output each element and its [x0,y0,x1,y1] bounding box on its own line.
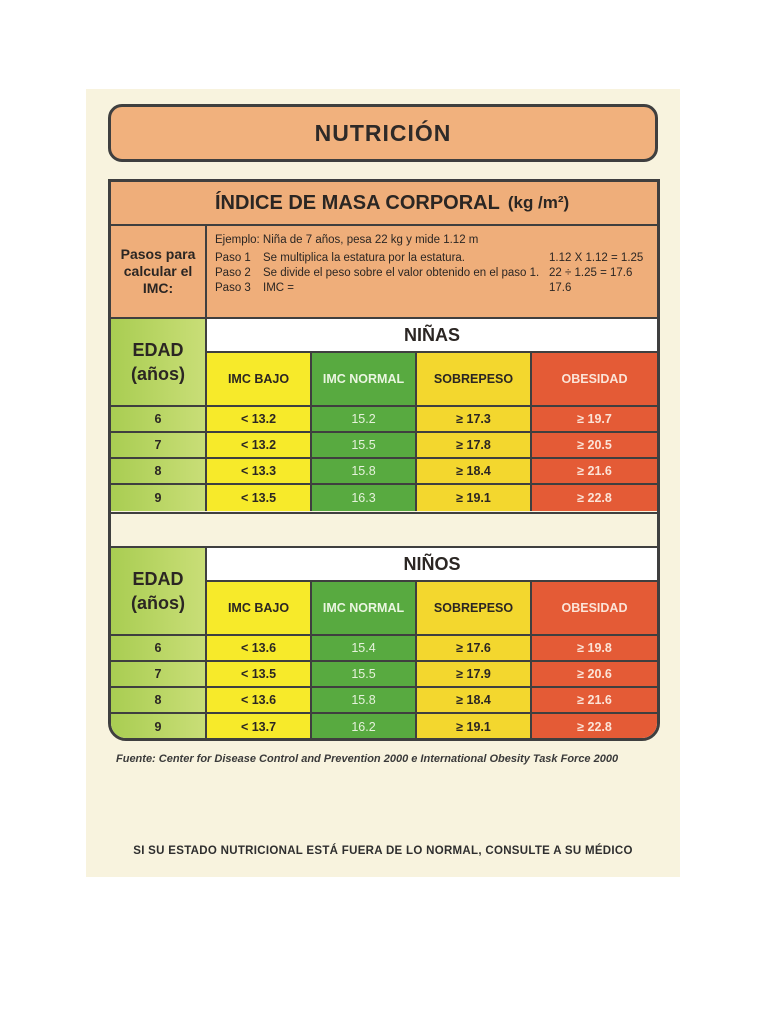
sobrepeso-cell: ≥ 17.9 [417,662,532,686]
sobrepeso-cell: ≥ 17.6 [417,636,532,660]
table-row [111,485,657,511]
category-obesidad: OBESIDAD [532,353,657,405]
girls-title: NIÑAS [207,319,657,353]
edad-unit: (años) [131,593,185,613]
step-number: Paso 3 [215,281,251,294]
obesidad-cell: ≥ 22.8 [532,485,657,511]
obesidad-cell: ≥ 21.6 [532,688,657,712]
category-header-row [207,582,657,636]
imc-normal-cell: 15.2 [312,407,417,431]
edad-header [111,548,207,636]
imc-normal-cell: 16.3 [312,485,417,511]
obesidad-cell: ≥ 19.8 [532,636,657,660]
obesidad-cell: ≥ 20.6 [532,662,657,686]
obesidad-cell: ≥ 20.5 [532,433,657,457]
step-number: Paso 1 [215,251,251,264]
imc-normal-cell: 15.8 [312,459,417,483]
steps-body [215,234,651,295]
source-note: Fuente: Center for Disease Control and Prevention 2000 e International Obesity Task Force 2000 [116,753,619,765]
step-row [215,250,651,265]
step-result: 17.6 [549,281,572,294]
imc-bajo-cell: < 13.2 [207,407,312,431]
sobrepeso-cell: ≥ 19.1 [417,485,532,511]
boys-rows [111,636,657,740]
imc-normal-cell: 15.5 [312,433,417,457]
section-divider [111,512,657,548]
document-page [86,89,680,877]
steps-box [111,226,657,319]
sobrepeso-cell: ≥ 17.8 [417,433,532,457]
table-row [111,433,657,459]
table-row [111,407,657,433]
age-cell: 9 [111,714,207,740]
category-imc-bajo: IMC BAJO [207,582,312,634]
obesidad-cell: ≥ 19.7 [532,407,657,431]
girls-section [111,319,657,512]
table-row [111,459,657,485]
imc-bajo-cell: < 13.2 [207,433,312,457]
sobrepeso-cell: ≥ 18.4 [417,459,532,483]
table-row [111,662,657,688]
table-row [111,688,657,714]
edad-header [111,319,207,407]
bmi-table-frame [108,179,660,741]
steps-example: Ejemplo: Niña de 7 años, pesa 22 kg y mide 1.12 m [215,234,479,246]
imc-bajo-cell: < 13.3 [207,459,312,483]
imc-normal-cell: 15.5 [312,662,417,686]
footer-warning: SI SU ESTADO NUTRICIONAL ESTÁ FUERA DE LO NORMAL, CONSULTE A SU MÉDICO [133,845,633,857]
step-result: 22 ÷ 1.25 = 17.6 [549,266,633,279]
category-obesidad: OBESIDAD [532,582,657,634]
step-result: 1.12 X 1.12 = 1.25 [549,251,644,264]
step-number: Paso 2 [215,266,251,279]
age-cell: 8 [111,688,207,712]
step-row [215,265,651,280]
steps-label: Pasos para calcular el IMC: [111,226,207,317]
category-imc-normal: IMC NORMAL [312,582,417,634]
age-cell: 6 [111,636,207,660]
step-description: Se divide el peso sobre el valor obtenido en el paso 1. [263,266,540,279]
sobrepeso-cell: ≥ 18.4 [417,688,532,712]
imc-normal-cell: 15.4 [312,636,417,660]
obesidad-cell: ≥ 22.8 [532,714,657,740]
imc-bajo-cell: < 13.6 [207,688,312,712]
obesidad-cell: ≥ 21.6 [532,459,657,483]
category-sobrepeso: SOBREPESO [417,582,532,634]
category-imc-bajo: IMC BAJO [207,353,312,405]
edad-label: EDAD [132,340,184,360]
table-row [111,636,657,662]
imc-heading-row [111,182,657,226]
boys-section [111,548,657,738]
age-cell: 8 [111,459,207,483]
age-cell: 9 [111,485,207,511]
category-sobrepeso: SOBREPESO [417,353,532,405]
imc-normal-cell: 15.8 [312,688,417,712]
age-cell: 7 [111,433,207,457]
edad-label: EDAD [132,569,184,589]
imc-bajo-cell: < 13.6 [207,636,312,660]
step-row [215,280,651,295]
category-imc-normal: IMC NORMAL [312,353,417,405]
sobrepeso-cell: ≥ 17.3 [417,407,532,431]
sobrepeso-cell: ≥ 19.1 [417,714,532,740]
step-description: Se multiplica la estatura por la estatura. [263,251,465,264]
girls-rows [111,407,657,511]
age-cell: 6 [111,407,207,431]
imc-unit: (kg /m²) [507,193,570,212]
table-row [111,714,657,740]
title-banner [108,104,658,162]
edad-unit: (años) [131,364,185,384]
page-title: NUTRICIÓN [314,119,452,146]
imc-bajo-cell: < 13.7 [207,714,312,740]
boys-title: NIÑOS [207,548,657,582]
imc-bajo-cell: < 13.5 [207,662,312,686]
imc-normal-cell: 16.2 [312,714,417,740]
imc-bajo-cell: < 13.5 [207,485,312,511]
imc-heading: ÍNDICE DE MASA CORPORAL [215,191,500,214]
category-header-row [207,353,657,407]
step-description: IMC = [263,281,294,294]
age-cell: 7 [111,662,207,686]
